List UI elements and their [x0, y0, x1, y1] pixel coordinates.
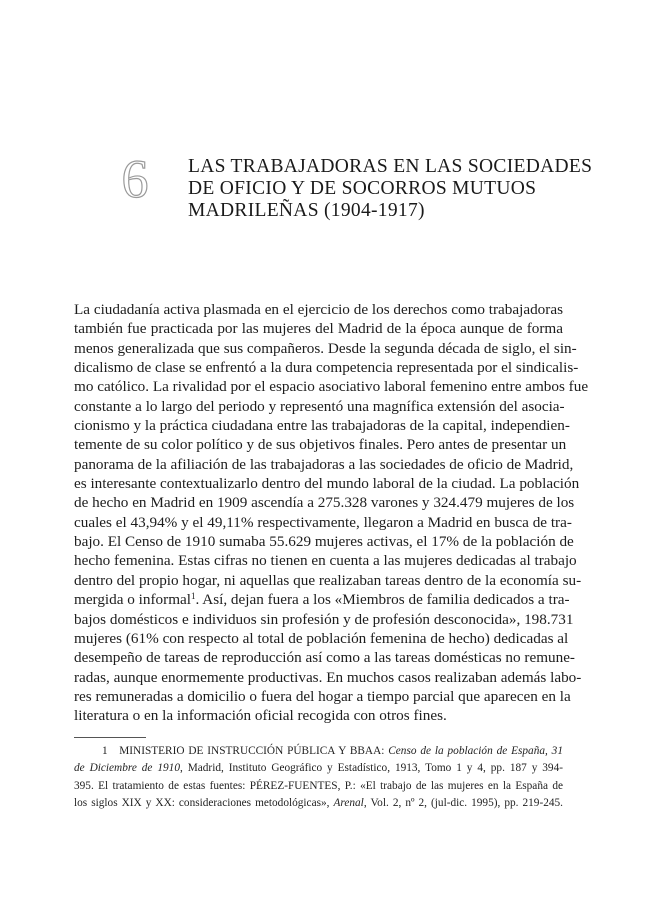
footnote-text: MINISTERIO DE INSTRUCCIÓN PÚBLICA Y BBAA:	[119, 745, 389, 757]
body-line: es interesante contextualizarlo dentro del mundo laboral de la ciudad. La población	[74, 475, 580, 493]
body-line: temente de su color político y de sus objetivos finales. Pero antes de presentar un	[74, 436, 567, 454]
body-line: res remuneradas a domicilio o fuera del hogar a tiempo parcial que aparecen en la	[74, 687, 571, 705]
chapter-title-line: MADRILEÑAS (1904-1917)	[188, 200, 425, 221]
footnote-italic: de Diciembre de 1910	[74, 762, 180, 775]
footnote-text: , Madrid, Instituto Geográfico y Estadístico, 1913, Tomo 1 y 4, pp. 187 y 394-	[179, 762, 563, 775]
body-line: cionismo y la práctica ciudadana entre las trabajadoras de la capital, independien-	[74, 417, 570, 435]
body-line: mujeres (61% con respecto al total de población femenina de hecho) dedicadas al	[74, 629, 569, 647]
body-line: bajos domésticos e individuos sin profesión y de profesión desconocida», 198.731	[74, 610, 574, 628]
body-line: desempeño de tareas de reproducción así como a las tareas domésticas no remune-	[74, 649, 575, 667]
footnote-1	[74, 743, 563, 813]
footnote-reference[interactable]: 1	[190, 591, 196, 602]
footnote-line: 395. El tratamiento de estas fuentes: PÉREZ-FUENTES, P.: «El trabajo de las mujeres en la España de	[74, 779, 563, 792]
body-line: bajo. El Censo de 1910 sumaba 55.629 mujeres activas, el 17% de la población de	[74, 533, 574, 551]
footnote-text: , Vol. 2, nº 2, (jul-dic. 1995), pp. 219-245.	[363, 797, 563, 810]
body-line-text: . Así, dejan fuera a los «Miembros de familia dedicados a tra-	[195, 591, 570, 609]
body-line: dicalismo de clase se enfrentó a la dura competencia representada por el sindicalis-	[74, 359, 579, 377]
body-line: menos generalizada que sus compañeros. Desde la segunda década de siglo, el sin-	[74, 339, 577, 357]
body-line: hecho femenina. Estas cifras no tienen en cuenta a las mujeres dedicadas al trabajo	[74, 552, 577, 570]
footnote-line	[74, 795, 563, 812]
footnote-text: los siglos XIX y XX: consideraciones metodológicas»,	[74, 797, 334, 810]
body-line: de hecho en Madrid en 1909 ascendía a 275.328 varones y 324.479 mujeres de los	[74, 494, 575, 512]
body-line: panorama de la afiliación de las trabajadoras a las sociedades de oficio de Madrid,	[74, 455, 574, 473]
body-line: La ciudadanía activa plasmada en el ejercicio de los derechos como trabajadoras	[74, 301, 563, 318]
body-line: literatura o en la información oficial recogida con otros fines.	[74, 707, 447, 725]
chapter-number: 6	[121, 149, 149, 209]
body-line: constante a lo largo del periodo y representó una magnífica extensión del asocia-	[74, 397, 565, 415]
body-line: mo católico. La rivalidad por el espacio asociativo laboral femenino entre ambos fue	[74, 378, 589, 396]
footnote-line	[74, 760, 563, 777]
body-line: dentro del propio hogar, ni aquellas que realizaban tareas dentro de la economía su-	[74, 571, 582, 589]
chapter-title-line: DE OFICIO Y DE SOCORROS MUTUOS	[188, 178, 537, 199]
footnote-italic: Censo de la población de España, 31	[388, 745, 563, 757]
footnote-number: 1	[102, 745, 108, 757]
footnote-line	[74, 743, 563, 760]
body-line: también fue practicada por las mujeres del Madrid de la época aunque de forma	[74, 320, 563, 338]
footnote-divider	[74, 737, 146, 738]
body-line: radas, aunque enormemente productivas. En muchos casos realizaban además labo-	[74, 668, 582, 686]
body-line	[74, 590, 570, 609]
footnote-italic: Arenal	[333, 797, 364, 810]
body-paragraph	[74, 300, 589, 726]
chapter-title	[188, 156, 593, 222]
body-line: cuales el 43,94% y el 49,11% respectivamente, llegaron a Madrid en busca de tra-	[74, 513, 572, 531]
body-line-text: mergida o informal	[74, 591, 191, 609]
chapter-title-line: LAS TRABAJADORAS EN LAS SOCIEDADES	[188, 156, 593, 177]
